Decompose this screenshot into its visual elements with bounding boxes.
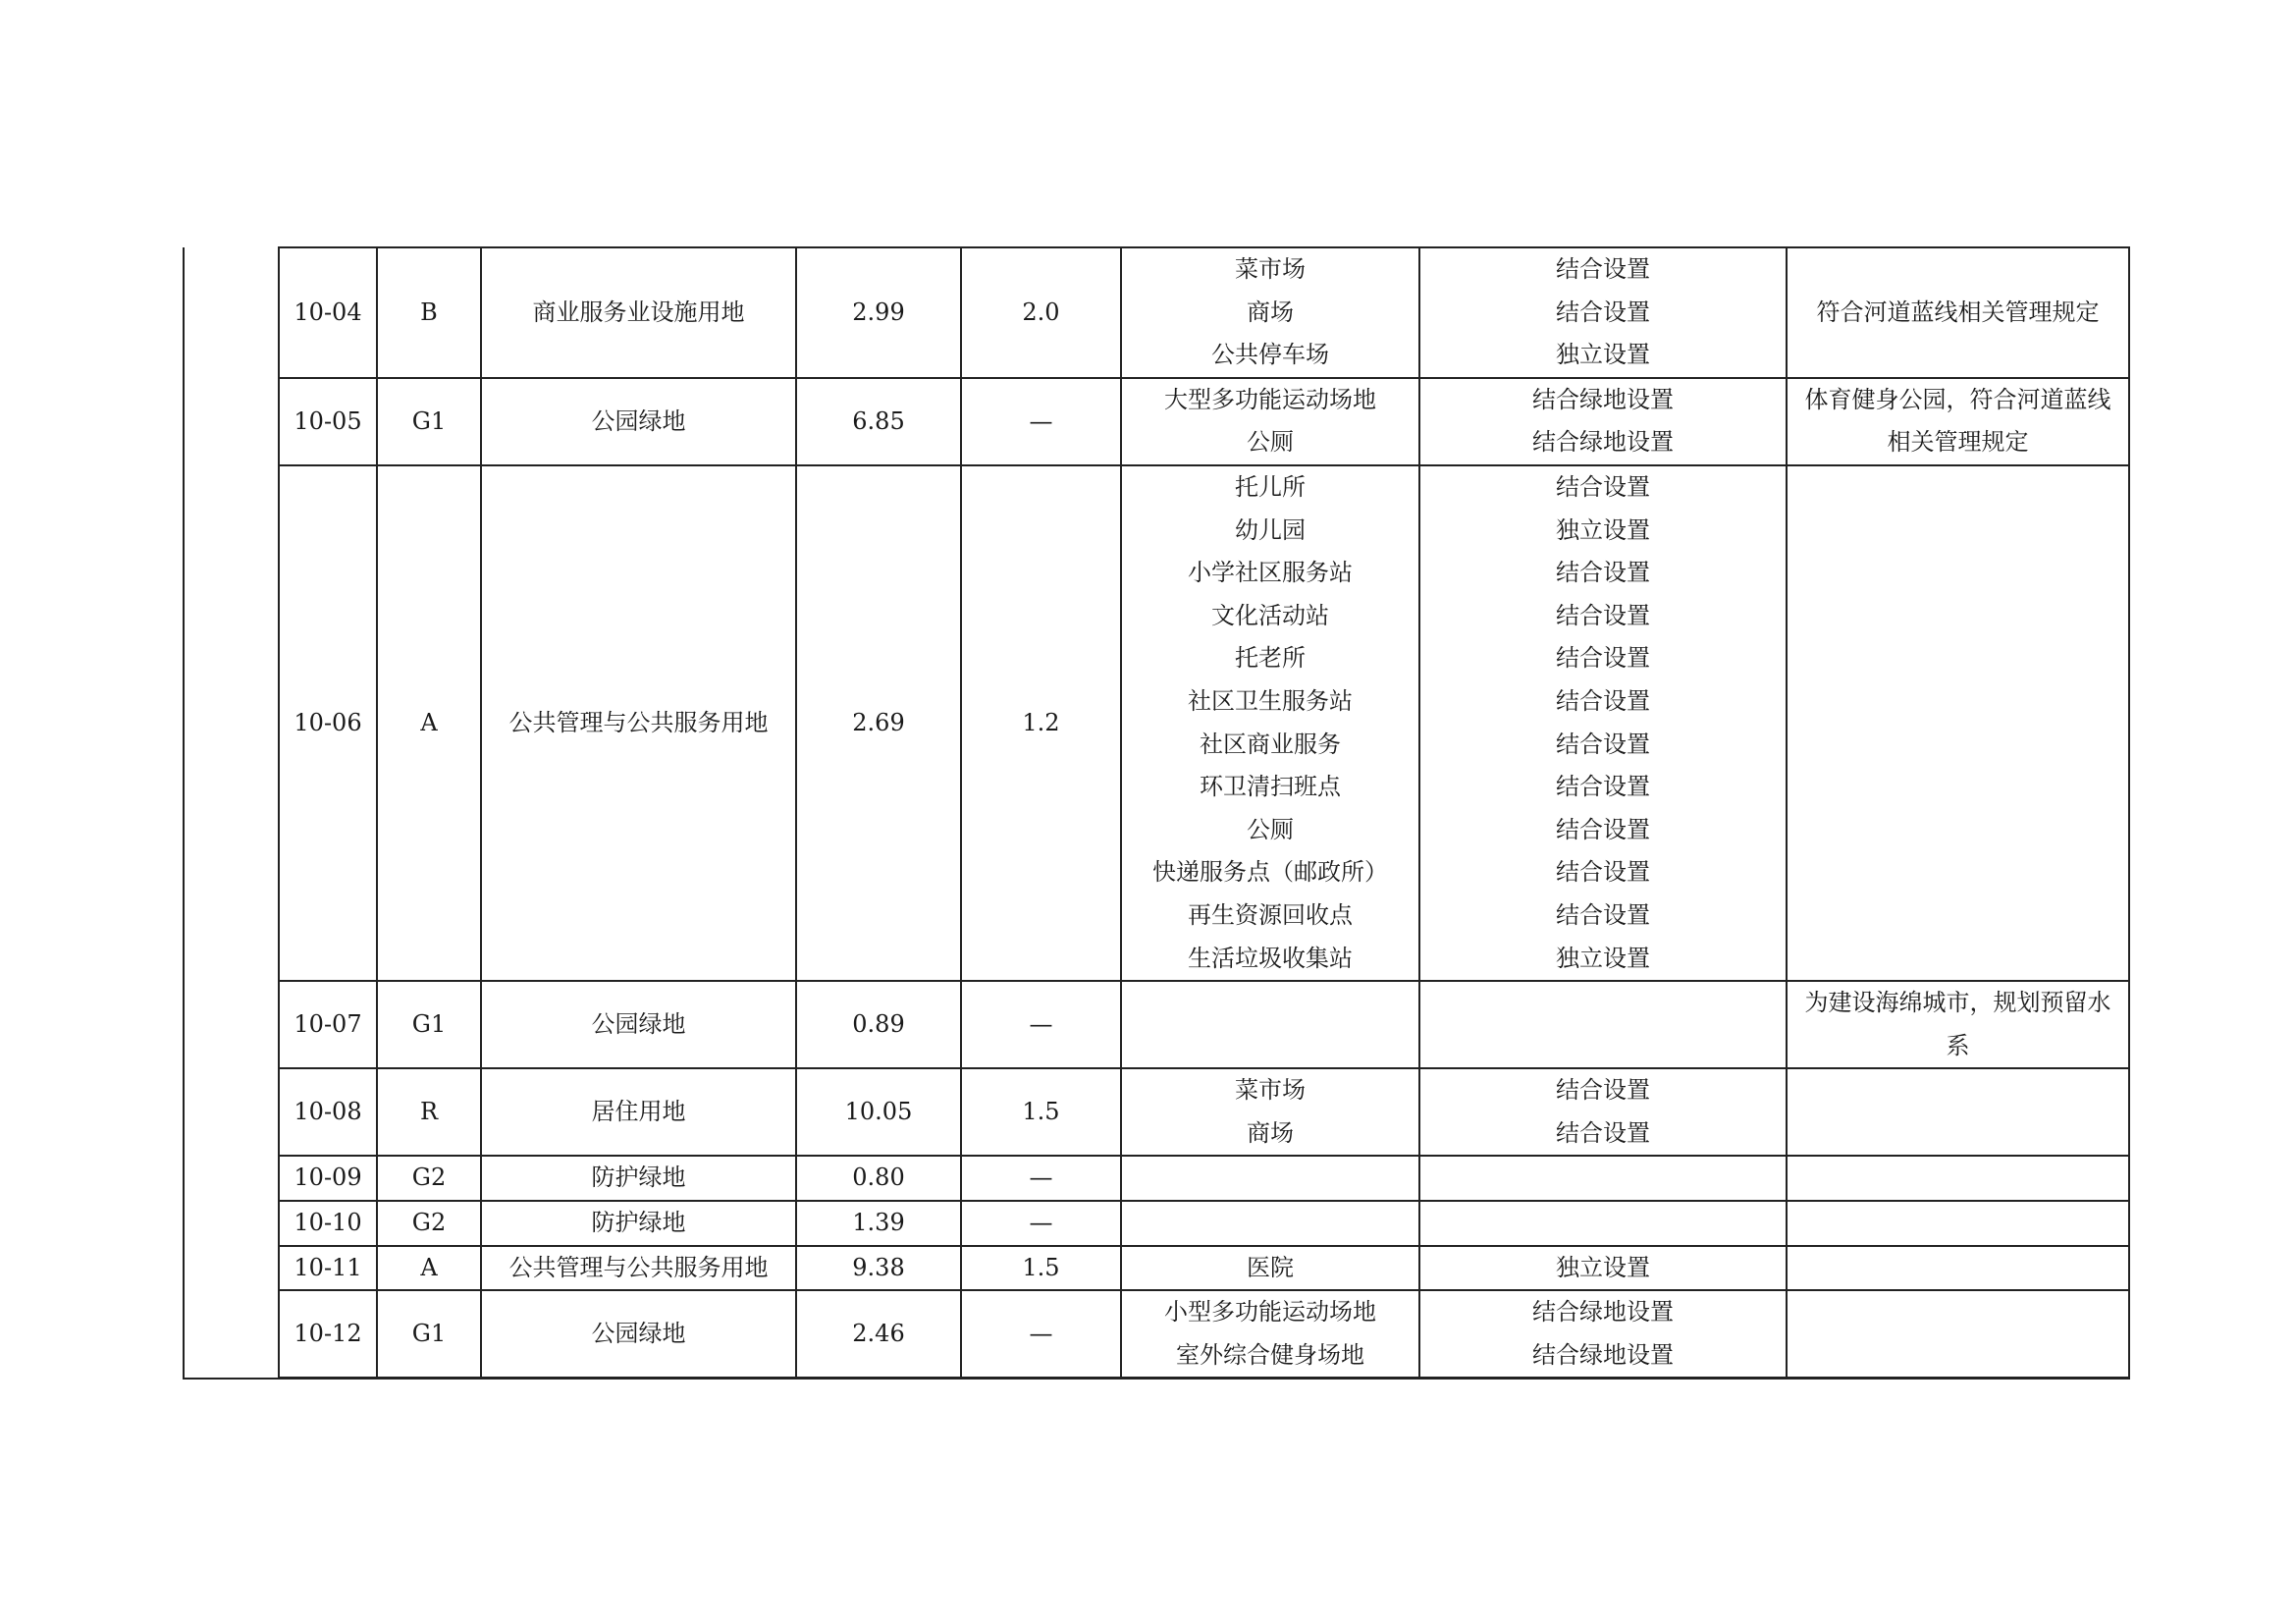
setup-mode-cell [1419,1201,1787,1246]
far-cell: — [961,1201,1121,1246]
facility-item: 菜市场 [1235,255,1306,283]
land-name-cell: 公共管理与公共服务用地 [481,1246,796,1291]
facility-item: 幼儿园 [1235,515,1306,544]
facility-item: 托儿所 [1235,472,1306,501]
setup-mode-item: 结合设置 [1556,773,1650,801]
note-cell [1787,465,2129,981]
land-type-cell: R [377,1068,481,1156]
table-row [184,1290,2129,1379]
facility-item: 商场 [1247,298,1294,326]
area-cell: 2.46 [796,1290,961,1379]
land-name-cell: 商业服务业设施用地 [481,247,796,378]
table-row [184,981,2129,1068]
setup-mode-cell [1419,1290,1787,1379]
facility-item: 生活垃圾收集站 [1188,944,1353,972]
area-cell: 10.05 [796,1068,961,1156]
facility-item: 公共停车场 [1211,341,1329,369]
facility-item: 公厕 [1247,428,1294,457]
facilities-cell [1121,465,1419,981]
setup-mode-item: 独立设置 [1556,515,1650,544]
setup-mode-cell [1419,1156,1787,1201]
facility-item: 托老所 [1235,644,1306,673]
facilities-cell [1121,247,1419,378]
setup-mode-cell [1419,981,1787,1068]
table-row [184,465,2129,981]
facility-item: 再生资源回收点 [1188,900,1353,929]
facilities-cell [1121,1246,1419,1291]
note-cell [1787,247,2129,378]
far-cell: 1.5 [961,1246,1121,1291]
table-row [184,247,2129,378]
setup-mode-item: 结合设置 [1556,472,1650,501]
table-row [184,1246,2129,1291]
land-name-cell: 公园绿地 [481,1290,796,1379]
table-row [184,1068,2129,1156]
far-cell: — [961,1290,1121,1379]
plot-code-cell: 10-06 [279,465,377,981]
facility-item: 快递服务点（邮政所） [1152,858,1388,887]
plot-code-cell: 10-10 [279,1201,377,1246]
far-cell: 1.2 [961,465,1121,981]
note-cell [1787,981,2129,1068]
area-cell: 6.85 [796,378,961,465]
area-cell: 2.99 [796,247,961,378]
setup-mode-cell [1419,1246,1787,1291]
land-name-cell: 公园绿地 [481,378,796,465]
facility-item: 小型多功能运动场地 [1164,1298,1376,1326]
land-type-cell: G2 [377,1201,481,1246]
facility-item: 公厕 [1247,815,1294,843]
facilities-cell [1121,1290,1419,1379]
group-cell [184,247,279,1379]
land-use-table [183,246,2130,1380]
land-type-cell: G1 [377,981,481,1068]
setup-mode-item: 结合绿地设置 [1532,1340,1674,1369]
table-row [184,1156,2129,1201]
far-cell: 2.0 [961,247,1121,378]
setup-mode-item: 结合设置 [1556,255,1650,283]
facilities-cell [1121,378,1419,465]
facility-item: 社区商业服务 [1200,730,1341,758]
setup-mode-cell [1419,465,1787,981]
setup-mode-item: 独立设置 [1556,1253,1650,1281]
setup-mode-cell [1419,378,1787,465]
setup-mode-item: 结合设置 [1556,1076,1650,1105]
setup-mode-item: 独立设置 [1556,341,1650,369]
land-name-cell: 防护绿地 [481,1201,796,1246]
note-cell [1787,1246,2129,1291]
table-row [184,378,2129,465]
plot-code-cell: 10-08 [279,1068,377,1156]
facilities-cell [1121,1201,1419,1246]
setup-mode-item: 结合绿地设置 [1532,428,1674,457]
area-cell: 0.89 [796,981,961,1068]
setup-mode-item: 结合设置 [1556,730,1650,758]
land-type-cell: G1 [377,378,481,465]
note-cell [1787,1290,2129,1379]
area-cell: 9.38 [796,1246,961,1291]
area-cell: 2.69 [796,465,961,981]
land-name-cell: 防护绿地 [481,1156,796,1201]
facility-item: 大型多功能运动场地 [1164,385,1376,413]
setup-mode-item: 结合设置 [1556,1118,1650,1147]
land-type-cell: G1 [377,1290,481,1379]
area-cell: 0.80 [796,1156,961,1201]
land-type-cell: A [377,465,481,981]
far-cell: — [961,378,1121,465]
setup-mode-item: 结合设置 [1556,686,1650,715]
land-type-cell: A [377,1246,481,1291]
facility-item: 室外综合健身场地 [1176,1340,1364,1369]
note-cell [1787,1156,2129,1201]
plot-code-cell: 10-12 [279,1290,377,1379]
land-name-cell: 居住用地 [481,1068,796,1156]
setup-mode-item: 结合设置 [1556,815,1650,843]
facility-item: 环卫清扫班点 [1200,773,1341,801]
setup-mode-cell [1419,247,1787,378]
table-row [184,1201,2129,1246]
setup-mode-item: 独立设置 [1556,944,1650,972]
far-cell: 1.5 [961,1068,1121,1156]
plot-code-cell: 10-07 [279,981,377,1068]
setup-mode-item: 结合绿地设置 [1532,385,1674,413]
plot-code-cell: 10-11 [279,1246,377,1291]
setup-mode-item: 结合设置 [1556,601,1650,629]
note-text: 符合河道蓝线相关管理规定 [1816,298,2100,326]
setup-mode-item: 结合设置 [1556,298,1650,326]
land-type-cell: B [377,247,481,378]
note-cell [1787,378,2129,465]
setup-mode-item: 结合设置 [1556,900,1650,929]
facilities-cell [1121,1068,1419,1156]
plot-code-cell: 10-09 [279,1156,377,1201]
note-text: 体育健身公园，符合河道蓝线相关管理规定 [1804,385,2111,457]
table-body [184,247,2129,1379]
land-name-cell: 公共管理与公共服务用地 [481,465,796,981]
far-cell: — [961,981,1121,1068]
facilities-cell [1121,1156,1419,1201]
facility-item: 文化活动站 [1211,601,1329,629]
note-text: 为建设海绵城市，规划预留水系 [1804,989,2111,1059]
setup-mode-cell [1419,1068,1787,1156]
setup-mode-item: 结合设置 [1556,858,1650,887]
setup-mode-item: 结合设置 [1556,644,1650,673]
setup-mode-item: 结合绿地设置 [1532,1298,1674,1326]
area-cell: 1.39 [796,1201,961,1246]
facility-item: 小学社区服务站 [1188,559,1353,587]
facility-item: 社区卫生服务站 [1188,686,1353,715]
plot-code-cell: 10-05 [279,378,377,465]
land-name-cell: 公园绿地 [481,981,796,1068]
land-type-cell: G2 [377,1156,481,1201]
note-cell [1787,1068,2129,1156]
far-cell: — [961,1156,1121,1201]
note-cell [1787,1201,2129,1246]
setup-mode-item: 结合设置 [1556,559,1650,587]
facility-item: 菜市场 [1235,1076,1306,1105]
plot-code-cell: 10-04 [279,247,377,378]
facility-item: 商场 [1247,1118,1294,1147]
facilities-cell [1121,981,1419,1068]
facility-item: 医院 [1247,1253,1294,1281]
